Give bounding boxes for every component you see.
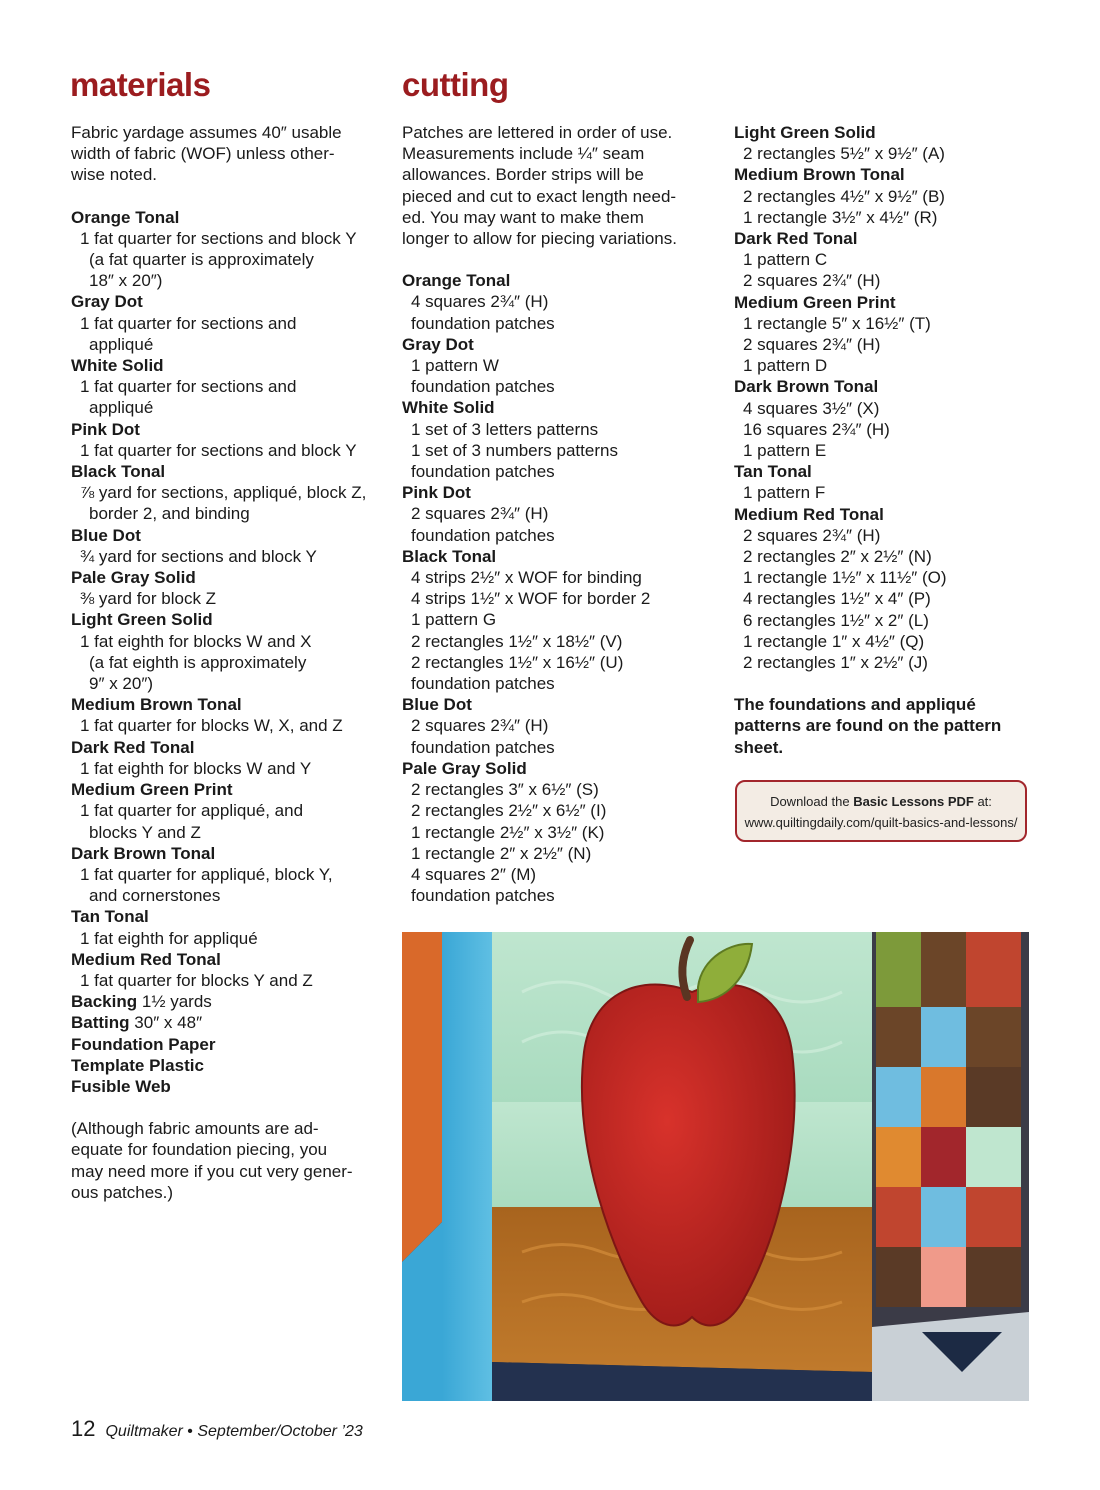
materials-note-line: equate for foundation piecing, you: [71, 1140, 328, 1160]
cut-item: 1 pattern G: [411, 610, 497, 630]
fabric-requirement-note: (a fat eighth is approximately: [89, 652, 307, 672]
fabric-name: Dark Brown Tonal: [734, 377, 879, 397]
fabric-name: Black Tonal: [71, 462, 166, 482]
fabric-name: Dark Brown Tonal: [71, 843, 216, 863]
fabric-name: Medium Brown Tonal: [71, 695, 242, 715]
spacer: [71, 186, 391, 207]
fabric-name: Pale Gray Solid: [402, 758, 527, 778]
cut-item: foundation patches: [411, 377, 555, 397]
cut-item: 1 set of 3 letters patterns: [411, 419, 599, 439]
cut-item: 1 pattern D: [743, 356, 828, 376]
cutting-heading: cutting: [402, 66, 509, 103]
materials-heading: materials: [70, 66, 211, 103]
fabric-requirement-note: appliqué: [89, 398, 154, 418]
fabric-name: Pink Dot: [402, 483, 471, 503]
fabric-requirement-note: 18″ x 20″): [89, 271, 163, 291]
fabric-name: Gray Dot: [402, 334, 474, 354]
cut-item: 2 rectangles 1″ x 2½″ (J): [743, 653, 928, 673]
cut-item: foundation patches: [411, 462, 555, 482]
cut-item: foundation patches: [411, 737, 555, 757]
fabric-name: Pale Gray Solid: [71, 568, 196, 588]
apple-quilt-photo: [402, 932, 1029, 1401]
fabric-requirement: 1 fat quarter for sections and: [80, 313, 297, 333]
fabric-requirement: ⅞ yard for sections, appliqué, block Z,: [80, 483, 367, 503]
fabric-requirement-note: (a fat quarter is approximately: [89, 250, 314, 270]
fabric-requirement: 1 fat quarter for sections and block Y: [80, 228, 357, 248]
fabric-name: Tan Tonal: [734, 462, 812, 482]
cut-item: 1 rectangle 1″ x 4½″ (Q): [743, 631, 925, 651]
cut-item: foundation patches: [411, 525, 555, 545]
cut-item: 1 rectangle 5″ x 16½″ (T): [743, 313, 931, 333]
cutting-intro-line: Patches are lettered in order of use.: [402, 123, 673, 142]
fabric-requirement-note: 9″ x 20″): [89, 674, 154, 694]
materials-note-line: may need more if you cut very gener-: [71, 1161, 353, 1181]
cut-item: 2 rectangles 2½″ x 6½″ (I): [411, 801, 607, 821]
cut-item: 16 squares 2¾″ (H): [743, 419, 890, 439]
cut-item: 4 squares 2¾″ (H): [411, 292, 549, 312]
batting-label: Batting: [71, 1013, 130, 1033]
materials-intro-line: Fabric yardage assumes 40″ usable: [71, 123, 342, 142]
magazine-name: Quiltmaker: [105, 1423, 183, 1440]
pattern-sheet-note: The foundations and appliqué: [734, 695, 976, 715]
callout-url[interactable]: www.quiltingdaily.com/quilt-basics-and-lessons/: [744, 815, 1018, 830]
cutting-column-2: [734, 122, 1054, 758]
cut-item: foundation patches: [411, 886, 555, 906]
fabric-requirement-note: border 2, and binding: [89, 504, 250, 524]
fabric-requirement: 1 fat quarter for appliqué, block Y,: [80, 864, 333, 884]
fabric-requirement: ¾ yard for sections and block Y: [80, 546, 317, 566]
cut-item: 1 set of 3 numbers patterns: [411, 440, 618, 460]
cutting-intro-line: Measurements include ¼″ seam: [402, 144, 645, 164]
fabric-name: Medium Red Tonal: [71, 949, 221, 969]
spacer: [71, 1097, 391, 1118]
page-footer: [71, 1416, 363, 1442]
extra-supply: Fusible Web: [71, 1076, 171, 1096]
fabric-requirement-note: blocks Y and Z: [89, 822, 201, 842]
cutting-intro-line: longer to allow for piecing variations.: [402, 229, 677, 249]
fabric-name: Blue Dot: [402, 695, 472, 715]
fabric-name: Medium Brown Tonal: [734, 165, 905, 185]
fabric-requirement: 1 fat eighth for blocks W and Y: [80, 758, 312, 778]
pattern-sheet-note: patterns are found on the pattern: [734, 716, 1002, 736]
fabric-name: Orange Tonal: [71, 207, 180, 227]
materials-column: [71, 122, 391, 1203]
cut-item: 1 pattern W: [411, 356, 499, 376]
fabric-name: White Solid: [71, 356, 164, 376]
cut-item: 1 rectangle 2½″ x 3½″ (K): [411, 822, 605, 842]
cut-item: 2 squares 2¾″ (H): [411, 716, 549, 736]
spacer: [402, 249, 722, 270]
cut-item: 2 rectangles 2″ x 2½″ (N): [743, 547, 932, 567]
fabric-name: White Solid: [402, 398, 495, 418]
cut-item: 2 rectangles 5½″ x 9½″ (A): [743, 144, 945, 164]
fabric-requirement: 1 fat eighth for appliqué: [80, 928, 258, 948]
cut-item: 6 rectangles 1½″ x 2″ (L): [743, 610, 929, 630]
cut-item: 2 squares 2¾″ (H): [743, 335, 881, 355]
cut-item: foundation patches: [411, 674, 555, 694]
fabric-requirement: 1 fat quarter for sections and block Y: [80, 440, 357, 460]
fabric-name: Light Green Solid: [71, 610, 213, 630]
cut-item: foundation patches: [411, 313, 555, 333]
fabric-requirement: ⅜ yard for block Z: [80, 589, 217, 609]
fabric-name: Dark Red Tonal: [71, 737, 195, 757]
cutting-column-1: [402, 122, 722, 906]
cut-item: 2 squares 2¾″ (H): [743, 525, 881, 545]
fabric-requirement: 1 fat quarter for sections and: [80, 377, 297, 397]
cut-item: 1 rectangle 2″ x 2½″ (N): [411, 843, 592, 863]
fabric-name: Gray Dot: [71, 292, 143, 312]
fabric-name: Medium Green Print: [734, 292, 896, 312]
fabric-name: Black Tonal: [402, 546, 497, 566]
cut-item: 4 squares 3½″ (X): [743, 398, 880, 418]
fabric-name: Tan Tonal: [71, 907, 149, 927]
fabric-requirement: 1 fat quarter for blocks Y and Z: [80, 970, 313, 990]
cut-item: 4 strips 2½″ x WOF for binding: [411, 568, 642, 588]
backing-value: 1½ yards: [141, 992, 212, 1012]
fabric-name: Pink Dot: [71, 419, 140, 439]
fabric-requirement: 1 fat eighth for blocks W and X: [80, 631, 312, 651]
cut-item: 2 rectangles 1½″ x 16½″ (U): [411, 652, 624, 672]
extra-supply: Template Plastic: [71, 1055, 204, 1075]
materials-note-line: (Although fabric amounts are ad-: [71, 1119, 319, 1139]
backing-line: [71, 991, 391, 1012]
fabric-name: Medium Green Print: [71, 780, 233, 800]
fabric-requirement-note: appliqué: [89, 334, 154, 354]
callout-text: Download the Basic Lessons PDF at:: [770, 794, 992, 809]
cut-item: 1 pattern C: [743, 250, 828, 270]
cut-item: 1 pattern F: [743, 483, 826, 503]
batting-line: [71, 1012, 391, 1033]
fabric-requirement: 1 fat quarter for appliqué, and: [80, 801, 304, 821]
cut-item: 1 pattern E: [743, 441, 827, 461]
cut-item: 1 rectangle 3½″ x 4½″ (R): [743, 207, 938, 227]
cut-item: 2 rectangles 4½″ x 9½″ (B): [743, 186, 945, 206]
cut-item: 4 rectangles 1½″ x 4″ (P): [743, 589, 931, 609]
cutting-intro-line: pieced and cut to exact length need-: [402, 186, 677, 206]
cut-item: 1 rectangle 1½″ x 11½″ (O): [743, 568, 947, 588]
fabric-name: Orange Tonal: [402, 271, 511, 291]
cutting-intro-line: ed. You may want to make them: [402, 207, 644, 227]
cut-item: 2 squares 2¾″ (H): [411, 504, 549, 524]
batting-value: 30″ x 48″: [134, 1013, 203, 1033]
basic-lessons-callout: [735, 780, 1027, 842]
backing-label: Backing: [71, 992, 138, 1012]
fabric-name: Light Green Solid: [734, 123, 876, 142]
pattern-sheet-note: sheet.: [734, 737, 784, 757]
callout-bold: Basic Lessons PDF: [853, 794, 974, 809]
fabric-requirement: 1 fat quarter for blocks W, X, and Z: [80, 716, 343, 736]
materials-note-line: ous patches.): [71, 1182, 174, 1202]
issue-date: September/October ’23: [197, 1423, 363, 1440]
cut-item: 2 rectangles 1½″ x 18½″ (V): [411, 631, 623, 651]
extra-supply: Foundation Paper: [71, 1034, 216, 1054]
materials-intro-line: width of fabric (WOF) unless other-: [71, 144, 335, 164]
materials-intro-line: wise noted.: [71, 165, 157, 185]
fabric-name: Medium Red Tonal: [734, 504, 884, 524]
cut-item: 4 squares 2″ (M): [411, 864, 537, 884]
cut-item: 2 squares 2¾″ (H): [743, 271, 881, 291]
footer-separator: •: [182, 1423, 198, 1440]
cut-item: 4 strips 1½″ x WOF for border 2: [411, 589, 651, 609]
page-number: 12: [71, 1416, 96, 1441]
cut-item: 2 rectangles 3″ x 6½″ (S): [411, 780, 599, 800]
fabric-requirement-note: and cornerstones: [89, 886, 221, 906]
spacer: [734, 673, 1054, 694]
fabric-name: Blue Dot: [71, 525, 141, 545]
fabric-name: Dark Red Tonal: [734, 229, 858, 249]
cutting-intro-line: allowances. Border strips will be: [402, 165, 644, 185]
